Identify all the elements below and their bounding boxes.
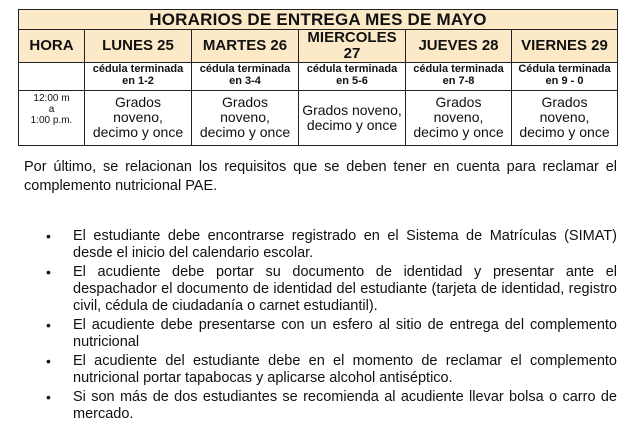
bullet-icon: • (46, 264, 51, 280)
bullet-icon: • (46, 228, 51, 244)
grados-cell-thursday: Grados noveno, decimo y once (406, 90, 512, 145)
day-header-monday: LUNES 25 (85, 30, 192, 63)
cedula-cell-wednesday: cédula terminada en 5-6 (299, 62, 406, 90)
day-header-wednesday: MIERCOLES 27 (299, 30, 406, 63)
cedula-cell-thursday: cédula terminada en 7-8 (406, 62, 512, 90)
hora-header: HORA (19, 30, 85, 63)
day-header-friday: VIERNES 29 (512, 30, 618, 63)
requirement-item: • El acudiente debe presentarse con un esfero al sitio de entrega del complemento nutricional (46, 317, 617, 350)
delivery-schedule-table (18, 9, 618, 146)
requirement-item: • El estudiante debe encontrarse registrado en el Sistema de Matrículas (SIMAT) desde el inicio del calendario escolar. (46, 228, 617, 261)
bullet-icon: • (46, 353, 51, 369)
grados-cell-tuesday: Grados noveno, decimo y once (192, 90, 299, 145)
bullet-icon: • (46, 317, 51, 333)
requirement-item: • Si son más de dos estudiantes se recomienda al acudiente llevar bolsa o carro de mercado. (46, 389, 617, 422)
schedule-title: HORARIOS DE ENTREGA MES DE MAYO (19, 10, 618, 30)
grados-cell-monday: Grados noveno, decimo y once (85, 90, 192, 145)
intro-paragraph: Por último, se relacionan los requisitos que se deben tener en cuenta para reclamar el complemento nutricional PAE. (24, 159, 617, 194)
requirements-list (24, 228, 617, 425)
cedula-cell-friday: Cédula terminada en 9 - 0 (512, 62, 618, 90)
hour-range-cell: 12:00 m a 1:00 p.m. (19, 90, 85, 145)
cedula-cell-monday: cédula terminada en 1-2 (85, 62, 192, 90)
requirement-item: • El acudiente debe portar su documento de identidad y presentar ante el despachador el documento de identidad del estudiante (tarjeta de identidad, registro civil, cédula de ciudadanía o carnet estudiantil). (46, 264, 617, 314)
day-header-thursday: JUEVES 28 (406, 30, 512, 63)
cedula-cell-tuesday: cédula terminada en 3-4 (192, 62, 299, 90)
grados-cell-friday: Grados noveno, decimo y once (512, 90, 618, 145)
bullet-icon: • (46, 389, 51, 405)
day-header-tuesday: MARTES 26 (192, 30, 299, 63)
requirement-item: • El acudiente del estudiante debe en el momento de reclamar el complemento nutricional portar tapabocas y aplicarse alcohol antiséptico. (46, 353, 617, 386)
cedula-blank-cell (19, 62, 85, 90)
grados-cell-wednesday: Grados noveno, decimo y once (299, 90, 406, 145)
